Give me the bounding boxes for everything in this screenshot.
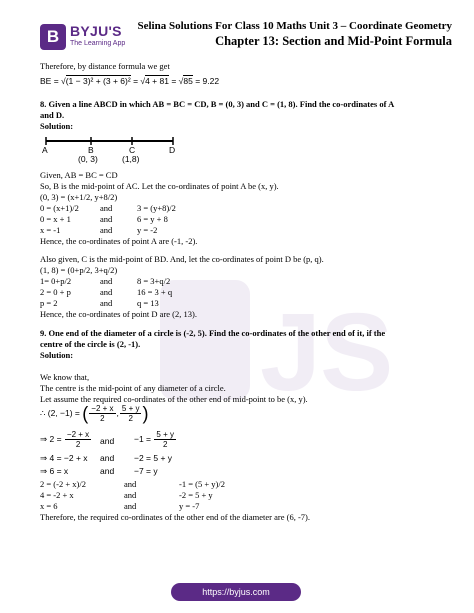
q9-math-therefore: ∴ (2, −1) = ( $\frac{-2 + x}{2}$ , $\frac{5 + y}{2}$ ): [40, 403, 149, 424]
frac-denominator: 2: [100, 414, 105, 423]
fraction: [65, 430, 91, 449]
q8-solution-label: Solution:: [40, 121, 74, 131]
q9-math-row1-rhs: [134, 430, 177, 449]
header-title-line2: Chapter 13: Section and Mid-Point Formula: [215, 34, 452, 48]
footer-url-link[interactable]: https://byjus.com: [171, 583, 301, 601]
q9-pair-right: -1 = (5 + y)/2: [179, 479, 225, 489]
paren-open-icon: (: [82, 403, 89, 424]
q8-pair-left: p = 2: [40, 298, 58, 308]
q8-pair-right: 16 = 3 + q: [137, 287, 173, 297]
q8-result-a: Hence, the co-ordinates of point A are (-1, -2).: [40, 236, 198, 246]
paren-close-icon: ): [142, 403, 149, 424]
frac-denominator: 2: [128, 414, 133, 423]
formula-lhs: BE =: [40, 76, 59, 86]
q9-pair-and: and: [124, 479, 137, 489]
byjus-watermark-icon: [150, 240, 450, 490]
q8-question-line1: 8. Given a line ABCD in which AB = BC = CD, B = (0, 3) and C = (1, 8). Find the co-ordinates of A: [40, 99, 395, 109]
q9-math-row2-left: ⇒ 4 = −2 + x: [40, 453, 88, 463]
sqrt-icon: √: [140, 76, 146, 86]
q9-result: Therefore, the required co-ordinates of the other end of the diameter are (6, -7).: [40, 512, 310, 522]
q8-pair-left: 0 = x + 1: [40, 214, 71, 224]
fraction: [120, 404, 142, 423]
header-title-line1: Selina Solutions For Class 10 Maths Unit 3 – Coordinate Geometry: [137, 20, 452, 32]
q8-pair-and: and: [100, 298, 113, 308]
frac-denominator: 2: [162, 440, 168, 449]
q8-pair-left: 2 = 0 + p: [40, 287, 71, 297]
formula-eq3: =: [171, 76, 177, 86]
row1-lhs: ⇒ 2 =: [40, 433, 62, 444]
q9-pair-left: x = 6: [40, 501, 58, 511]
q8-pair-and: and: [100, 276, 113, 286]
formula-radicand: (1 − 3)² + (3 + 6)²: [65, 76, 131, 86]
q9-math-row1-and: and: [100, 436, 115, 446]
q8-pair-and: and: [100, 214, 113, 224]
q8-pair-left: 1= 0+p/2: [40, 276, 72, 286]
frac-numerator: −2 + x: [66, 430, 90, 439]
distance-formula: [40, 75, 219, 87]
intro-line: Therefore, by distance formula we get: [40, 61, 170, 71]
q9-solution-label: Solution:: [40, 350, 74, 360]
brand-tagline: The Learning App: [70, 40, 126, 47]
row1-rhs: −1 =: [134, 433, 152, 444]
q9-math-row2-right: −2 = 5 + y: [134, 453, 173, 463]
line-abcd-figure: [40, 136, 190, 166]
q8-line: (0, 3) = (x+1/2, y+8/2): [40, 192, 118, 202]
svg-text:J: J: [260, 291, 322, 414]
q8-pair-and: and: [100, 287, 113, 297]
formula-eq2: =: [133, 76, 139, 86]
q8-pair-and: and: [100, 203, 113, 213]
formula-radicand3: 85: [183, 76, 193, 86]
therefore-lhs: ∴ (2, −1) =: [40, 407, 80, 418]
label-c: C: [129, 145, 136, 155]
q8-line: So, B is the mid-point of AC. Let the co-ordinates of point A be (x, y).: [40, 181, 279, 191]
q9-pair-left: 2 = (-2 + x)/2: [40, 479, 86, 489]
sqrt-icon: √: [61, 76, 66, 86]
coord-c: (1,8): [122, 154, 140, 164]
q8-line2: (1, 8) = (0+p/2, 3+q/2): [40, 265, 118, 275]
q8-pair-right: 8 = 3+q/2: [137, 276, 171, 286]
q9-question-line1: 9. One end of the diameter of a circle is (-2, 5). Find the co-ordinates of the other end of it, if the: [40, 328, 386, 338]
q9-pair-and: and: [124, 490, 137, 500]
frac-numerator: 5 + y: [121, 404, 140, 413]
formula-radicand2: 4 + 81: [145, 76, 169, 86]
logo-letter: B: [46, 27, 60, 46]
q9-line: We know that,: [40, 372, 90, 382]
frac-numerator: 5 + y: [156, 430, 174, 439]
q8-result-d: Hence, the co-ordinates of point D are (2, 13).: [40, 309, 197, 319]
coord-b: (0, 3): [78, 154, 98, 164]
q8-pair-left: x = -1: [40, 225, 61, 235]
formula-result: = 9.22: [195, 76, 220, 86]
q9-pair-and: and: [124, 501, 137, 511]
q8-pair-right: y = -2: [137, 225, 158, 235]
q8-pair-right: q = 13: [137, 298, 159, 308]
q9-pair-right: -2 = 5 + y: [179, 490, 213, 500]
q9-math-row3-and: and: [100, 466, 115, 476]
q9-line: The centre is the mid-point of any diameter of a circle.: [40, 383, 226, 393]
q9-math-row3-left: ⇒ 6 = x: [40, 466, 69, 476]
frac-numerator: −2 + x: [91, 404, 114, 413]
q8-line: Given, AB = BC = CD: [40, 170, 118, 180]
q9-math-row3-right: −7 = y: [134, 466, 158, 476]
sqrt-icon: √: [178, 76, 184, 86]
label-d: D: [169, 145, 176, 155]
fraction: [154, 430, 176, 449]
q9-line: Let assume the required co-ordinates of the other end of mid-point to be (x, y).: [40, 394, 308, 404]
q9-math-row1: [40, 430, 92, 449]
q8-pair-right: 6 = y + 8: [137, 214, 168, 224]
label-a: A: [42, 145, 48, 155]
q8-pair-right: 3 = (y+8)/2: [137, 203, 176, 213]
frac-denominator: 2: [75, 440, 81, 449]
svg-text:S: S: [320, 291, 394, 414]
q8-pair-and: and: [100, 225, 113, 235]
q9-question-line2: centre of the circle is (2, -1).: [40, 339, 141, 349]
q8-pair-left: 0 = (x+1)/2: [40, 203, 79, 213]
q9-pair-right: y = -7: [179, 501, 200, 511]
label-b: B: [88, 145, 94, 155]
fraction: [89, 404, 115, 423]
q8-question-line2: and D.: [40, 110, 65, 120]
q9-math-row2-and: and: [100, 453, 115, 463]
q9-pair-left: 4 = -2 + x: [40, 490, 74, 500]
brand-name: BYJU'S: [70, 23, 122, 39]
q8-line2: Also given, C is the mid-point of BD. And, let the co-ordinates of point D be (p, q).: [40, 254, 324, 264]
byjus-logo-icon: [40, 24, 66, 50]
